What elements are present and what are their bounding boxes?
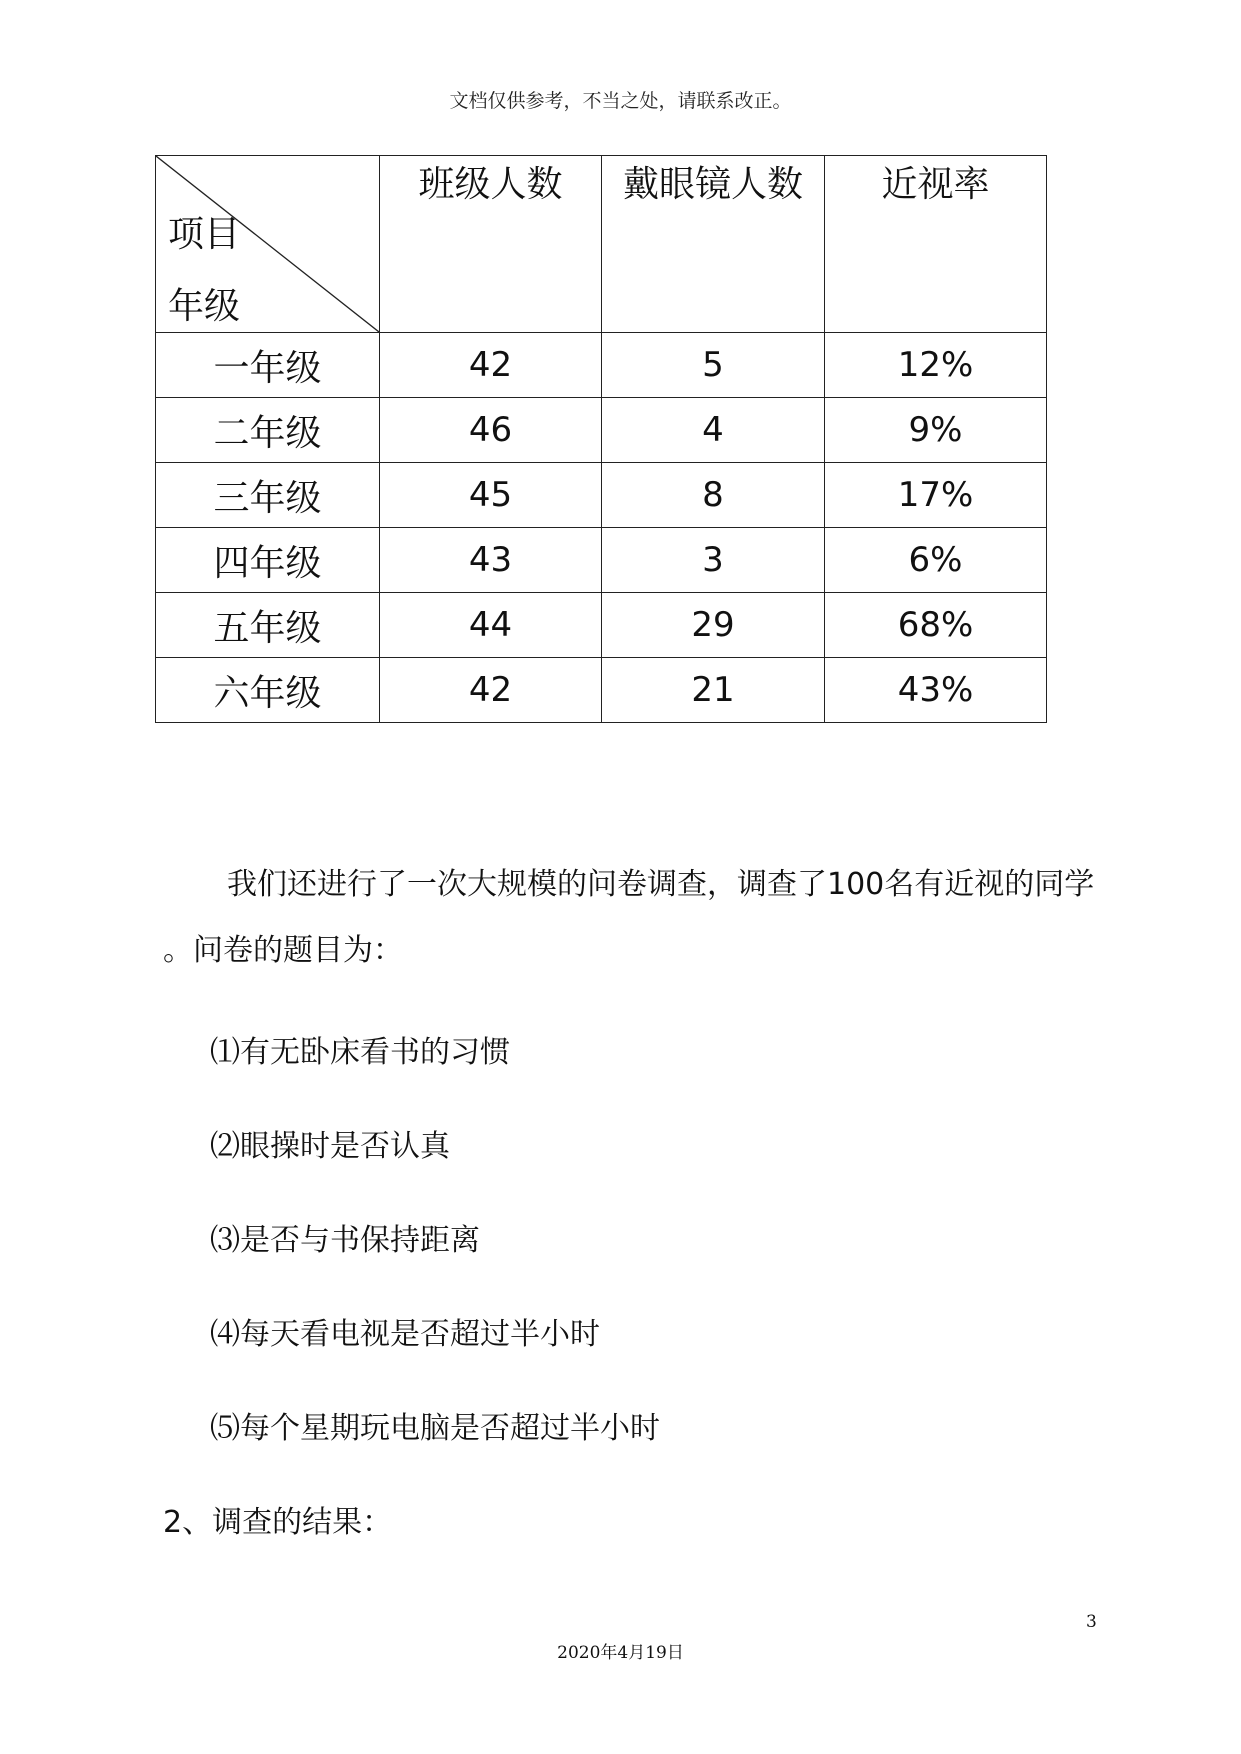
paragraph-line: 我们还进行了一次大规模的问卷调查，调查了100名有近视的同学: [227, 867, 1095, 902]
table-row: [156, 593, 1047, 658]
rate-cell: 43%: [825, 658, 1047, 723]
column-header-myopia-rate: 近视率: [825, 156, 1047, 333]
class-size-cell: 46: [380, 398, 602, 463]
grade-cell: 六年级: [156, 658, 380, 723]
class-size-cell: 44: [380, 593, 602, 658]
glasses-cell: 3: [602, 528, 825, 593]
table-row: [156, 658, 1047, 723]
rate-cell: 12%: [825, 333, 1047, 398]
question-item-2: ⑵眼操时是否认真: [210, 1129, 450, 1164]
grade-cell: 三年级: [156, 463, 380, 528]
rate-cell: 9%: [825, 398, 1047, 463]
table-row: [156, 528, 1047, 593]
page-number: 3: [1086, 1612, 1097, 1632]
glasses-cell: 5: [602, 333, 825, 398]
class-size-cell: 42: [380, 658, 602, 723]
glasses-cell: 4: [602, 398, 825, 463]
grade-cell: 五年级: [156, 593, 380, 658]
grade-cell: 二年级: [156, 398, 380, 463]
rate-cell: 17%: [825, 463, 1047, 528]
column-header-class-size: 班级人数: [380, 156, 602, 333]
section-heading: 2、调查的结果：: [163, 1505, 393, 1540]
paragraph-line: 。问卷的题目为：: [163, 933, 403, 968]
diagonal-header-cell: [156, 156, 380, 333]
glasses-cell: 29: [602, 593, 825, 658]
question-item-4: ⑷每天看电视是否超过半小时: [210, 1317, 600, 1352]
table-header-row: [156, 156, 1047, 333]
rate-cell: 68%: [825, 593, 1047, 658]
grade-cell: 一年级: [156, 333, 380, 398]
question-item-5: ⑸每个星期玩电脑是否超过半小时: [210, 1411, 660, 1446]
class-size-cell: 43: [380, 528, 602, 593]
question-item-1: ⑴有无卧床看书的习惯: [210, 1035, 510, 1070]
table-row: [156, 333, 1047, 398]
column-header-glasses: 戴眼镜人数: [602, 156, 825, 333]
class-size-cell: 42: [380, 333, 602, 398]
header-note: 文档仅供参考，不当之处，请联系改正。: [449, 90, 792, 112]
table-row: [156, 463, 1047, 528]
table-row: [156, 398, 1047, 463]
grade-cell: 四年级: [156, 528, 380, 593]
rate-cell: 6%: [825, 528, 1047, 593]
question-item-3: ⑶是否与书保持距离: [210, 1223, 480, 1258]
class-size-cell: 45: [380, 463, 602, 528]
myopia-statistics-table: [155, 155, 1047, 723]
corner-label-grade: 年级: [168, 286, 241, 327]
glasses-cell: 21: [602, 658, 825, 723]
corner-label-item: 项目: [168, 214, 241, 255]
footer-date: 2020年4月19日: [557, 1643, 684, 1663]
glasses-cell: 8: [602, 463, 825, 528]
survey-paragraph: [163, 852, 1103, 984]
